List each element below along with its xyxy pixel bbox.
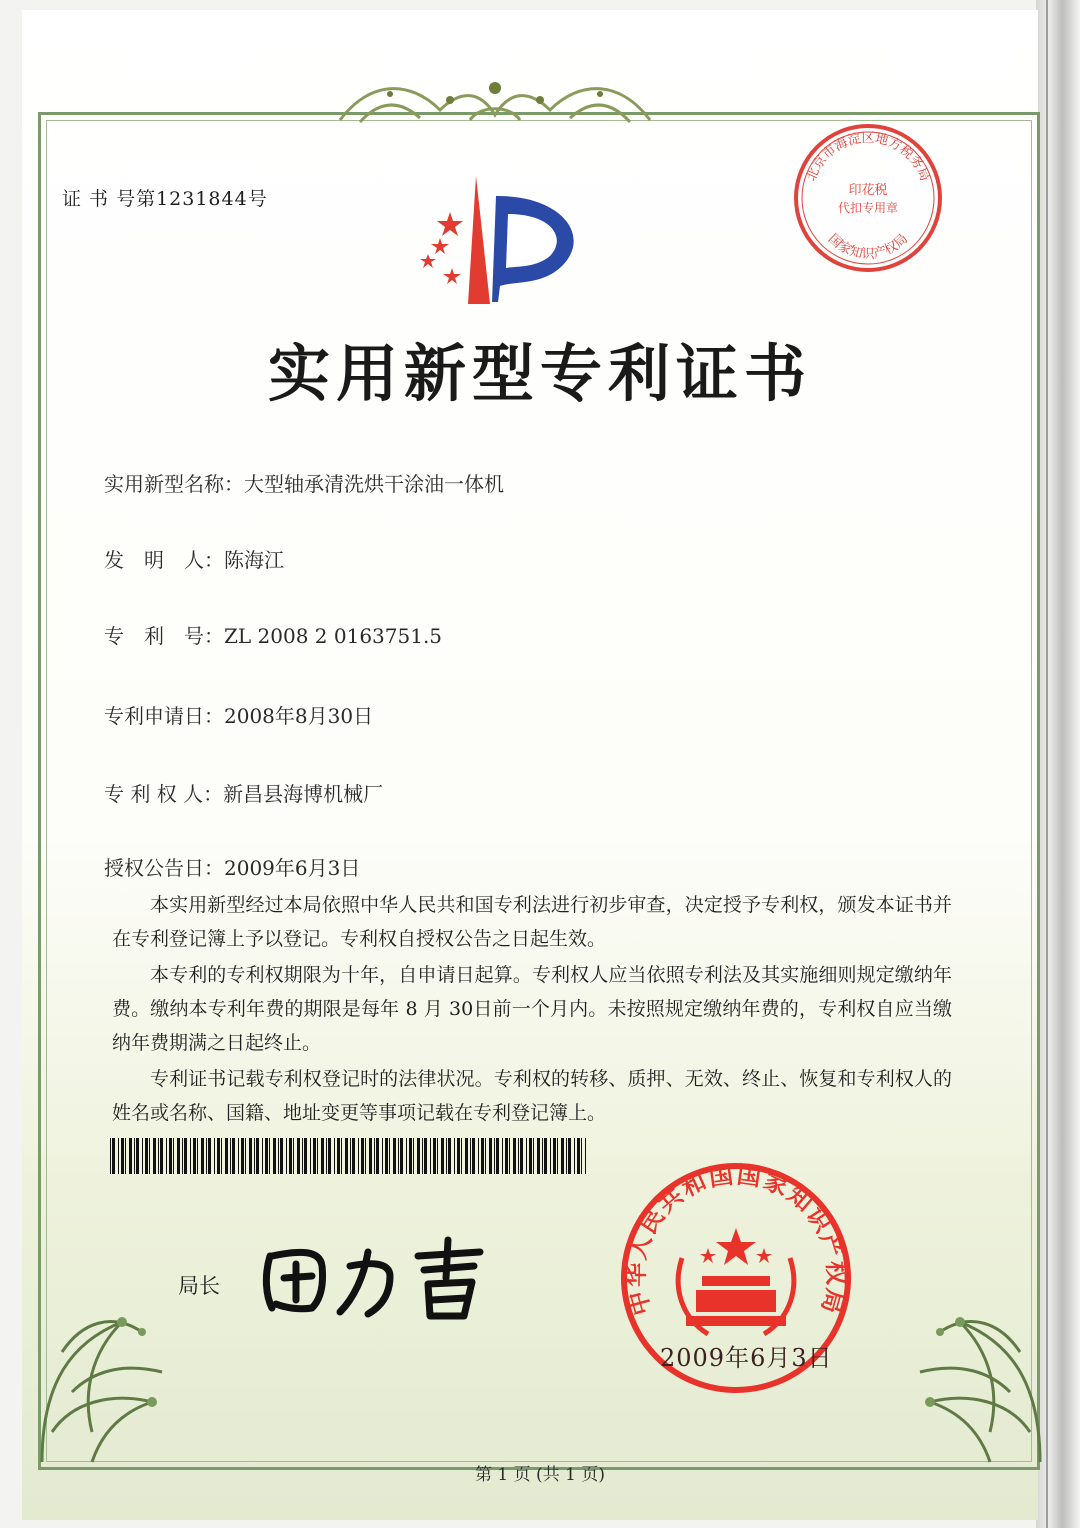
barcode-bar: [297, 1138, 300, 1174]
certificate-title: 实用新型专利证书: [267, 337, 812, 410]
barcode-bar: [433, 1138, 436, 1174]
barcode-bar: [310, 1138, 311, 1174]
body-paragraph: 本专利的专利权期限为十年，自申请日起算。专利权人应当依照专利法及其实施细则规定缴纳年费。缴纳本专利年费的期限是每年 8 月 30日前一个月内。未按照规定缴纳年费的，专利权自应当缴纳年费期满之日起终止。: [112, 964, 952, 1054]
barcode-bar: [542, 1138, 543, 1174]
barcode-bar: [585, 1138, 586, 1174]
barcode-bar: [313, 1138, 316, 1174]
page-number: 第 1 页 (共 1 页): [475, 1465, 605, 1485]
field-label: 专 利 号：: [104, 624, 224, 648]
field-value: 2009年6月3日: [224, 856, 361, 880]
barcode-bar: [494, 1138, 495, 1174]
barcode-bar: [214, 1138, 215, 1174]
body-paragraph: 专利证书记载专利权登记时的法律状况。专利权的转移、质押、无效、终止、恢复和专利权人的姓名或名称、国籍、地址变更等事项记载在专利登记簿上。: [112, 1068, 952, 1124]
top-ornament-icon: [330, 70, 660, 132]
barcode-bar: [529, 1138, 532, 1174]
tax-stamp-outer-text: 北京市海淀区地方税务局: [803, 131, 933, 184]
barcode-bar: [293, 1138, 294, 1174]
barcode-bar: [337, 1138, 340, 1174]
barcode-bar: [457, 1138, 460, 1174]
barcode-bar: [533, 1138, 534, 1174]
barcode-icon: [110, 1138, 586, 1174]
certificate-number: 证 书 号第1231844号: [62, 188, 268, 210]
barcode-bar: [526, 1138, 527, 1174]
barcode-bar: [518, 1138, 519, 1174]
barcode-bar: [422, 1138, 423, 1174]
barcode-bar: [350, 1138, 351, 1174]
barcode-bar: [413, 1138, 414, 1174]
field-value: 陈海江: [224, 548, 284, 572]
barcode-bar: [182, 1138, 183, 1174]
official-seal-text: 中华人民共和国国家知识产权局: [620, 1159, 852, 1319]
barcode-bar: [241, 1138, 244, 1174]
barcode-bar: [225, 1138, 228, 1174]
barcode-bar: [537, 1138, 540, 1174]
barcode-bar: [149, 1138, 150, 1174]
barcode-bar: [470, 1138, 471, 1174]
barcode-bar: [581, 1138, 582, 1174]
barcode-bar: [424, 1138, 427, 1174]
barcode-bar: [328, 1138, 331, 1174]
barcode-bar: [289, 1138, 292, 1174]
barcode-bar: [110, 1138, 111, 1174]
barcode-bar: [193, 1138, 196, 1174]
barcode-bar: [520, 1138, 523, 1174]
barcode-bar: [208, 1138, 211, 1174]
barcode-bar: [502, 1138, 503, 1174]
tax-stamp-seal-icon: [790, 120, 946, 276]
barcode-bar: [478, 1138, 479, 1174]
barcode-bar: [169, 1138, 172, 1174]
barcode-bar: [153, 1138, 156, 1174]
barcode-bar: [190, 1138, 191, 1174]
field-application-date: [104, 700, 373, 729]
barcode-bar: [278, 1138, 279, 1174]
barcode-bar: [262, 1138, 263, 1174]
barcode-bar: [454, 1138, 455, 1174]
barcode-bar: [173, 1138, 174, 1174]
barcode-bar: [269, 1138, 270, 1174]
barcode-bar: [121, 1138, 124, 1174]
barcode-bar: [550, 1138, 551, 1174]
barcode-bar: [374, 1138, 375, 1174]
barcode-bar: [341, 1138, 342, 1174]
field-label: 专利申请日：: [104, 704, 224, 728]
barcode-bar: [238, 1138, 239, 1174]
field-label: 发 明 人：: [104, 548, 224, 572]
barcode-bar: [441, 1138, 444, 1174]
barcode-bar: [166, 1138, 167, 1174]
barcode-bar: [385, 1138, 388, 1174]
barcode-bar: [406, 1138, 407, 1174]
barcode-bar: [417, 1138, 420, 1174]
barcode-bar: [446, 1138, 447, 1174]
field-value: ZL 2008 2 0163751.5: [224, 624, 443, 648]
corner-ornament-left-icon: [32, 1232, 202, 1472]
field-value: 2008年8月30日: [224, 704, 374, 728]
barcode-bar: [472, 1138, 475, 1174]
barcode-bar: [112, 1138, 115, 1174]
barcode-bar: [245, 1138, 246, 1174]
director-signature-icon: [250, 1226, 500, 1326]
barcode-bar: [145, 1138, 148, 1174]
barcode-bar: [369, 1138, 372, 1174]
seal-date: 2009年6月3日: [660, 1344, 833, 1372]
barcode-bar: [509, 1138, 510, 1174]
barcode-bar: [485, 1138, 486, 1174]
barcode-bar: [206, 1138, 207, 1174]
barcode-bar: [574, 1138, 575, 1174]
barcode-bar: [256, 1138, 259, 1174]
field-label: 实用新型名称：: [104, 472, 244, 496]
field-utility-model-name: [104, 468, 504, 497]
barcode-bar: [129, 1138, 132, 1174]
barcode-bar: [365, 1138, 366, 1174]
field-patentee: [104, 778, 383, 807]
field-value: 新昌县海博机械厂: [223, 782, 384, 806]
body-paragraph: 本实用新型经过本局依照中华人民共和国专利法进行初步审查，决定授予专利权，颁发本证书并在专利登记簿上予以登记。专利权自授权公告之日起生效。: [112, 894, 952, 950]
tax-stamp-bottom-text: 国家知识产权局: [824, 231, 912, 262]
tax-stamp-middle-text: 印花税: [848, 183, 888, 198]
barcode-bar: [553, 1138, 556, 1174]
barcode-bar: [197, 1138, 198, 1174]
field-inventor: [104, 544, 284, 573]
barcode-bar: [254, 1138, 255, 1174]
barcode-bar: [448, 1138, 451, 1174]
barcode-bar: [158, 1138, 159, 1174]
barcode-bar: [334, 1138, 335, 1174]
field-value: 大型轴承清洗烘干涂油一体机: [244, 472, 504, 496]
barcode-bar: [437, 1138, 438, 1174]
barcode-bar: [177, 1138, 180, 1174]
barcode-bar: [400, 1138, 403, 1174]
barcode-bar: [326, 1138, 327, 1174]
barcode-bar: [125, 1138, 126, 1174]
barcode-bar: [286, 1138, 287, 1174]
certificate-body: [112, 888, 952, 1132]
barcode-bar: [142, 1138, 143, 1174]
barcode-bar: [513, 1138, 516, 1174]
barcode-bar: [232, 1138, 235, 1174]
barcode-bar: [160, 1138, 163, 1174]
svg-text:北京市海淀区地方税务局: [804, 130, 932, 183]
field-grant-date: [104, 852, 360, 881]
barcode-bar: [568, 1138, 571, 1174]
barcode-bar: [361, 1138, 364, 1174]
field-label: 专 利 权 人：: [104, 782, 224, 806]
barcode-bar: [398, 1138, 399, 1174]
barcode-bar: [481, 1138, 484, 1174]
barcode-bar: [382, 1138, 383, 1174]
barcode-bar: [249, 1138, 252, 1174]
field-label: 授权公告日：: [104, 856, 224, 880]
barcode-bar: [217, 1138, 220, 1174]
barcode-bar: [352, 1138, 355, 1174]
field-patent-number: [104, 620, 442, 649]
barcode-bar: [345, 1138, 348, 1174]
barcode-bar: [496, 1138, 499, 1174]
barcode-bar: [557, 1138, 558, 1174]
barcode-bar: [465, 1138, 468, 1174]
barcode-bar: [230, 1138, 231, 1174]
barcode-bar: [393, 1138, 396, 1174]
corner-ornament-right-icon: [880, 1232, 1050, 1472]
barcode-bar: [201, 1138, 204, 1174]
patent-office-logo-icon: [412, 176, 602, 304]
barcode-bar: [221, 1138, 222, 1174]
barcode-bar: [184, 1138, 187, 1174]
barcode-bar: [461, 1138, 462, 1174]
barcode-bar: [280, 1138, 283, 1174]
barcode-bar: [544, 1138, 547, 1174]
barcode-bar: [136, 1138, 139, 1174]
barcode-bar: [302, 1138, 303, 1174]
barcode-bar: [566, 1138, 567, 1174]
barcode-bar: [358, 1138, 359, 1174]
barcode-bar: [489, 1138, 492, 1174]
barcode-bar: [321, 1138, 324, 1174]
barcode-bar: [376, 1138, 379, 1174]
barcode-bar: [118, 1138, 119, 1174]
barcode-bar: [134, 1138, 135, 1174]
barcode-bar: [304, 1138, 307, 1174]
barcode-bar: [430, 1138, 431, 1174]
tax-stamp-middle-text2: 代扣专用章: [837, 201, 899, 215]
barcode-bar: [317, 1138, 318, 1174]
barcode-bar: [409, 1138, 412, 1174]
barcode-bar: [505, 1138, 508, 1174]
barcode-bar: [561, 1138, 564, 1174]
barcode-bar: [389, 1138, 390, 1174]
barcode-bar: [577, 1138, 580, 1174]
barcode-bar: [273, 1138, 276, 1174]
director-title: 局长: [178, 1274, 220, 1298]
barcode-bar: [265, 1138, 268, 1174]
svg-text:国家知识产权局: [825, 231, 911, 262]
